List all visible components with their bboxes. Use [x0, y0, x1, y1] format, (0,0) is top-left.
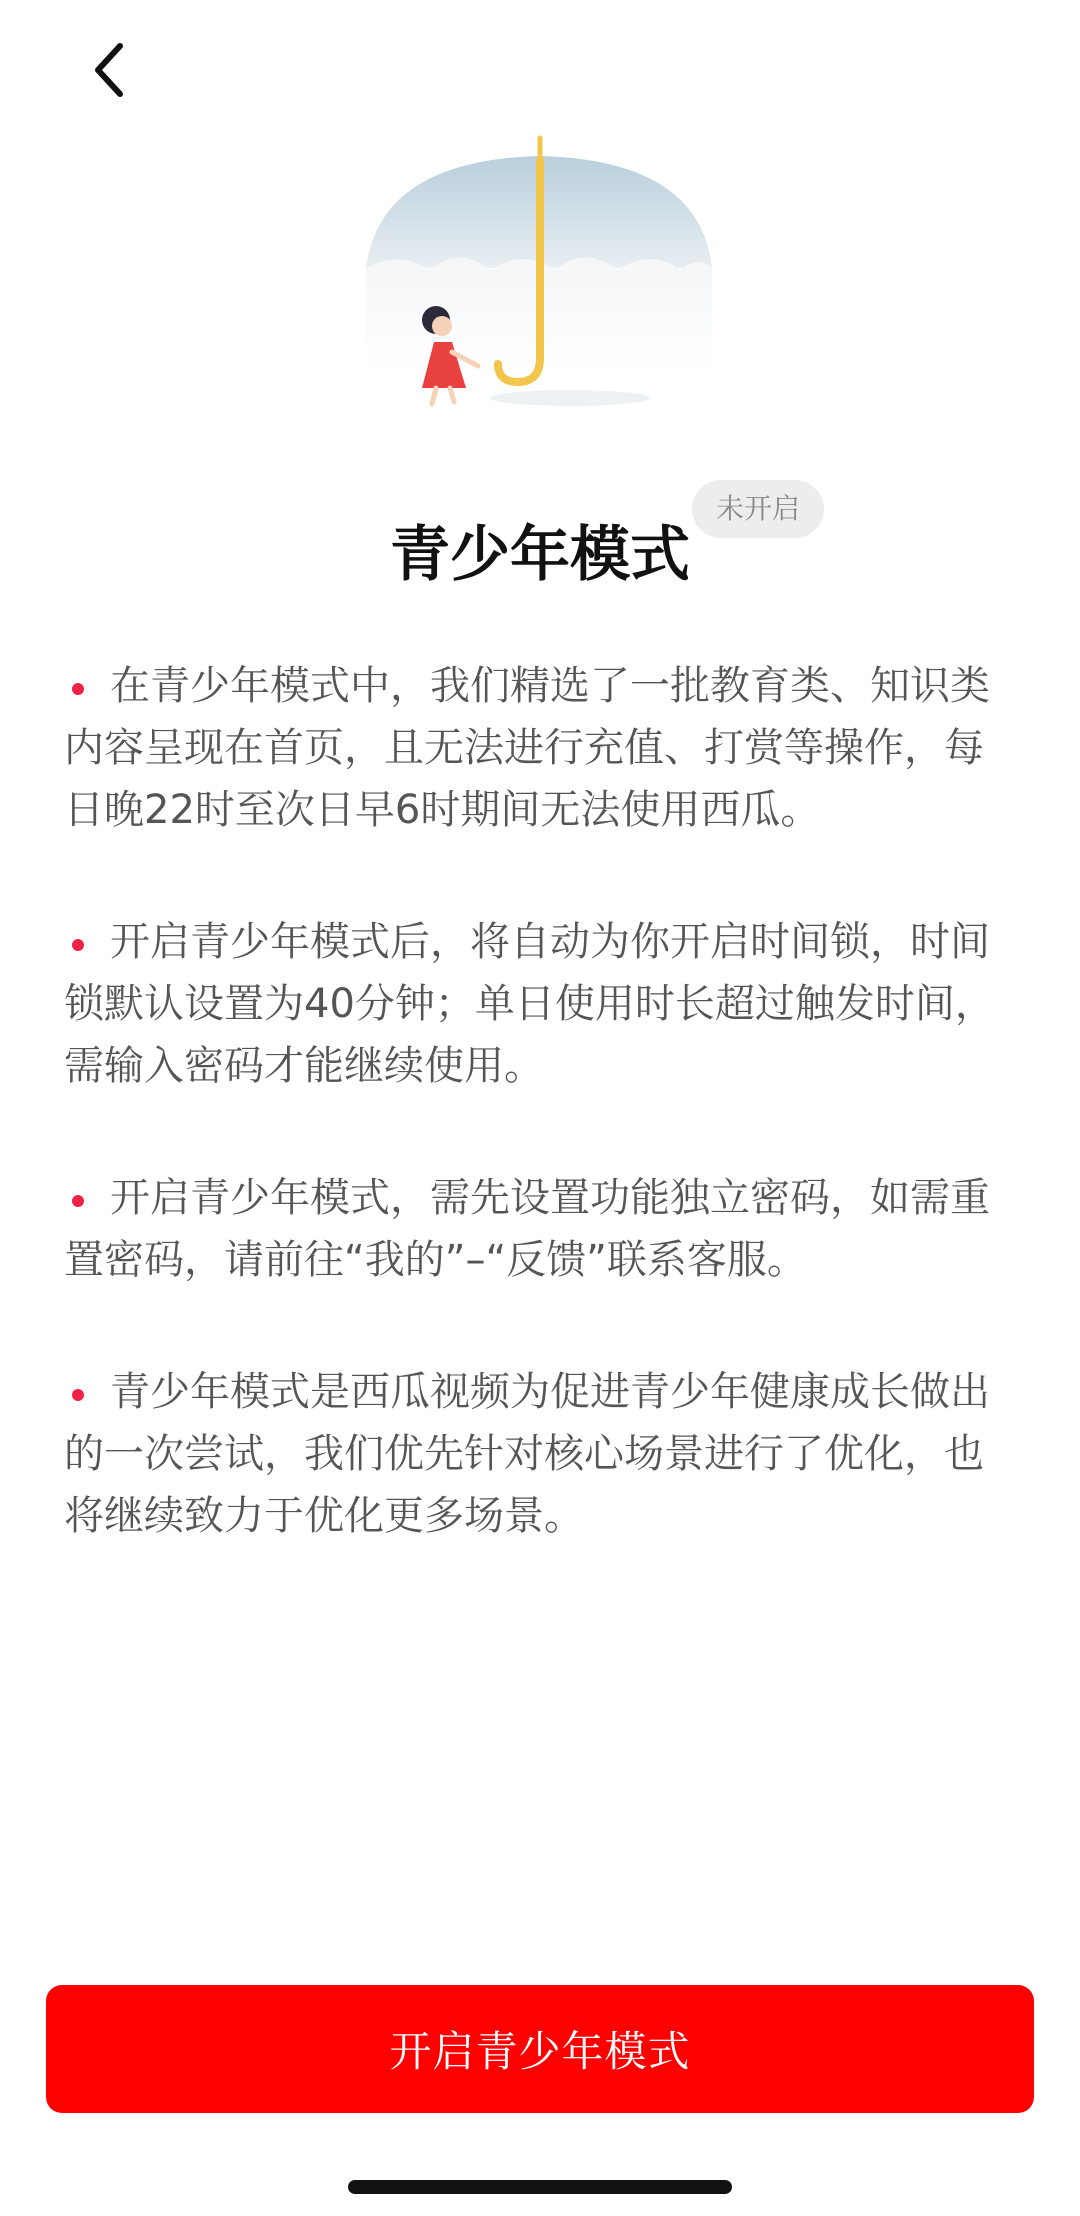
- rule-text: 开启青少年模式后，将自动为你开启时间锁，时间锁默认设置为40分钟；单日使用时长超过触发时间，需输入密码才能继续使用。: [64, 919, 995, 1089]
- rule-text: 开启青少年模式，需先设置功能独立密码，如需重置密码，请前往“我的”–“反馈”联系客服。: [64, 1175, 990, 1283]
- status-badge: 未开启: [692, 480, 824, 538]
- page-title: 青少年模式: [390, 520, 690, 590]
- back-button[interactable]: [70, 30, 150, 110]
- chevron-left-icon: [90, 40, 130, 100]
- bullet-icon: [72, 939, 84, 951]
- list-item: [64, 1361, 1014, 1547]
- rules-list: [64, 655, 1014, 1617]
- list-item: [64, 655, 1014, 841]
- umbrella-child-illustration: [340, 120, 740, 420]
- home-indicator: [348, 2180, 732, 2194]
- list-item: [64, 1167, 1014, 1291]
- bullet-icon: [72, 1195, 84, 1207]
- rule-text: 在青少年模式中，我们精选了一批教育类、知识类内容呈现在首页，且无法进行充值、打赏等操作，每日晚22时至次日早6时期间无法使用西瓜。: [64, 663, 990, 833]
- title-section: [0, 480, 1080, 620]
- bullet-icon: [72, 1389, 84, 1401]
- enable-youth-mode-button[interactable]: 开启青少年模式: [46, 1985, 1034, 2113]
- list-item: [64, 911, 1014, 1097]
- rule-text: 青少年模式是西瓜视频为促进青少年健康成长做出的一次尝试，我们优先针对核心场景进行了优化，也将继续致力于优化更多场景。: [64, 1369, 990, 1539]
- bullet-icon: [72, 683, 84, 695]
